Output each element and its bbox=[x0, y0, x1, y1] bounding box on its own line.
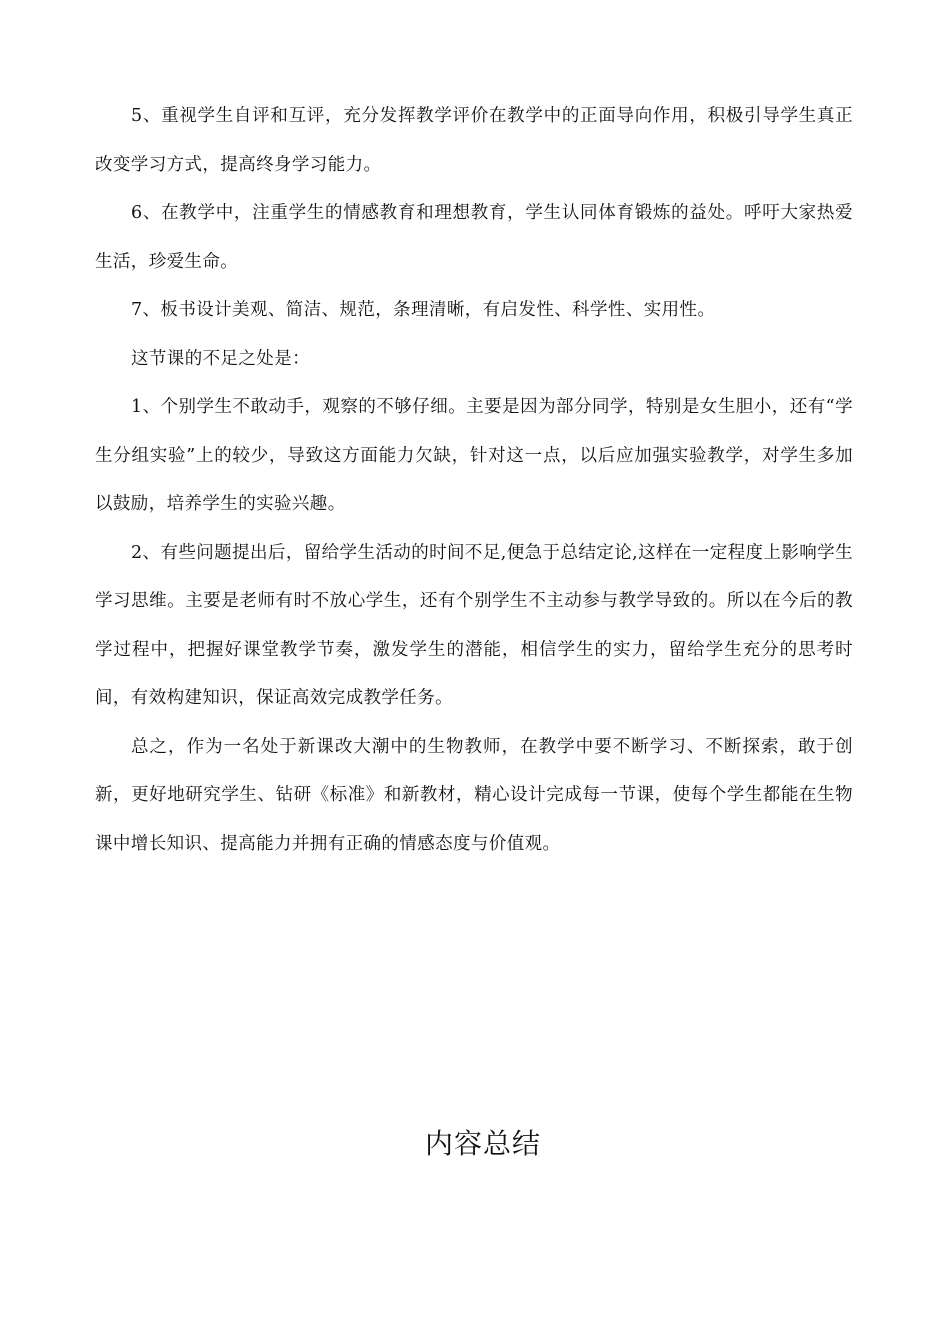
paragraph-point-7: 7、板书设计美观、简洁、规范，条理清晰，有启发性、科学性、实用性。 bbox=[131, 300, 716, 320]
paragraph-shortcomings-intro: 这节课的不足之处是： bbox=[131, 348, 310, 369]
paragraph-shortcoming-1: 1、个别学生不敢动手，观察的不够仔细。主要是因为部分同学，特别是女生胆小，还有“学生分组实验”上的较少，导致这方面能力欠缺，针对这一点，以后应加强实验教学，对学生多加以鼓励，培养学生的实验兴趣。 bbox=[95, 397, 853, 514]
paragraph-point-6: 6、在教学中，注重学生的情感教育和理想教育，学生认同体育锻炼的益处。呼吁大家热爱生活，珍爱生命。 bbox=[95, 203, 853, 272]
summary-title: 内容总结 bbox=[424, 1127, 541, 1160]
paragraph-point-5: 5、重视学生自评和互评，充分发挥教学评价在教学中的正面导向作用，积极引导学生真正改变学习方式，提高终身学习能力。 bbox=[95, 106, 853, 175]
paragraph-shortcoming-2: 2、有些问题提出后，留给学生活动的时间不足,便急于总结定论,这样在一定程度上影响学生学习思维。主要是老师有时不放心学生，还有个别学生不主动参与教学导致的。所以在今后的教学过程中，把握好课堂教学节奏，激发学生的潜能，相信学生的实力，留给学生充分的思考时间，有效构建知识，保证高效完成教学任务。 bbox=[95, 542, 853, 708]
document-body bbox=[95, 92, 853, 868]
paragraph-conclusion: 总之，作为一名处于新课改大潮中的生物教师，在教学中要不断学习、不断探索，敢于创新，更好地研究学生、钻研《标准》和新教材，精心设计完成每一节课，使每个学生都能在生物课中增长知识、提高能力并拥有正确的情感态度与价值观。 bbox=[95, 736, 853, 854]
